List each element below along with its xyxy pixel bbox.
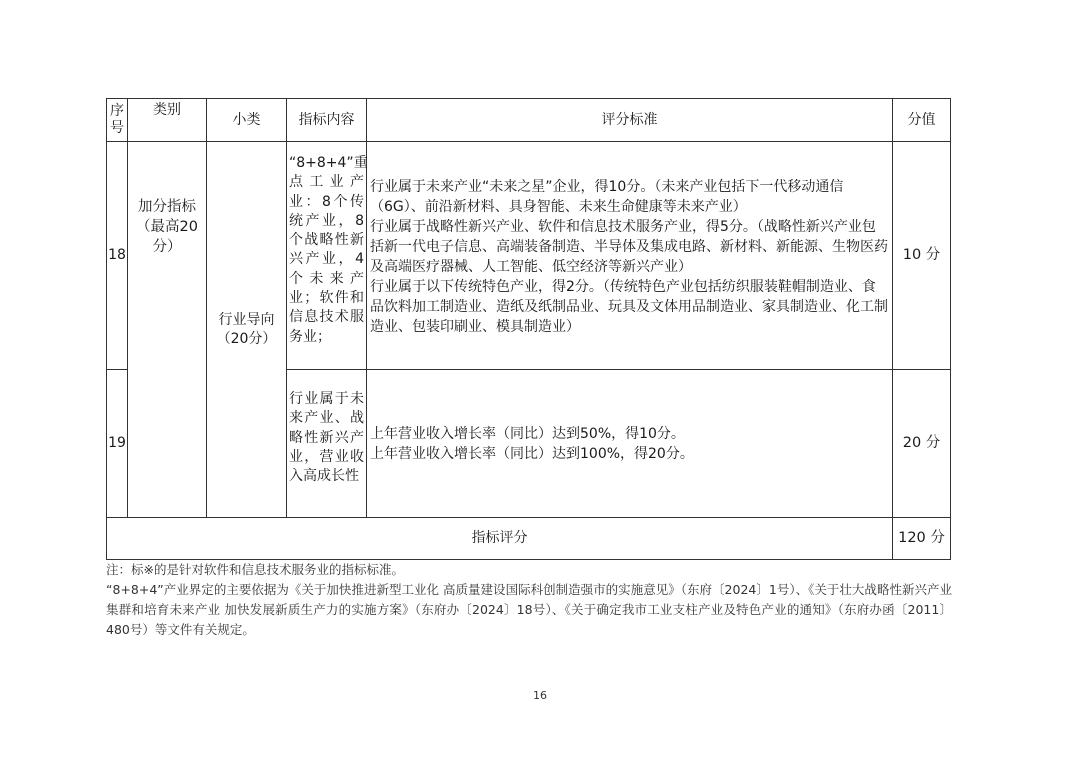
row-category: 加分指标（最高20分） — [128, 142, 207, 518]
criteria-line: 行业属于以下传统特色产业，得2分。（传统特色产业包括纺织服装鞋帽制造业、食品饮料加工制造业、造纸及纸制品业、玩具及文体用品制造业、家具制造业、化工制造业、包装印刷业、模具制造业） — [370, 279, 888, 335]
row-criteria — [367, 142, 893, 370]
row-criteria — [367, 370, 893, 518]
row-seq: 19 — [107, 370, 128, 518]
page-number: 16 — [533, 689, 547, 702]
total-row — [107, 518, 951, 560]
scoring-table — [106, 98, 951, 560]
criteria-line: 行业属于战略性新兴产业、软件和信息技术服务产业，得5分。（战略性新兴产业包括新一代电子信息、高端装备制造、半导体及集成电路、新材料、新能源、生物医药及高端医疗器械、人工智能、低空经济等新兴产业） — [370, 219, 888, 275]
header-criteria: 评分标准 — [367, 99, 893, 142]
table-notes — [106, 560, 952, 640]
table-header-row — [107, 99, 951, 142]
row-score: 10 分 — [893, 142, 951, 370]
header-category: 类别 — [128, 99, 207, 142]
table-row — [107, 142, 951, 370]
header-seq: 序号 — [107, 99, 128, 142]
header-indicator: 指标内容 — [287, 99, 367, 142]
criteria-line: 上年营业收入增长率（同比）达到50%，得10分。 — [370, 425, 685, 442]
total-label: 指标评分 — [107, 518, 893, 560]
criteria-line: 上年营业收入增长率（同比）达到100%，得20分。 — [370, 445, 694, 462]
row-indicator: 行业属于未来产业、战略性新兴产业，营业收入高成长性 — [287, 370, 367, 518]
header-score: 分值 — [893, 99, 951, 142]
row-score: 20 分 — [893, 370, 951, 518]
row-subcategory: 行业导向（20分） — [207, 142, 287, 518]
criteria-line: 行业属于未来产业“未来之星”企业，得10分。（未来产业包括下一代移动通信（6G）、前沿新材料、具身智能、未来生命健康等未来产业） — [370, 179, 844, 215]
header-subcategory: 小类 — [207, 99, 287, 142]
note-line: 注：标※的是针对软件和信息技术服务业的指标标准。 — [106, 562, 404, 577]
row-indicator: “8+8+4”重点工业产业：8个传统产业，8个战略性新兴产业，4个未来产业；软件和信息技术服务业； — [287, 142, 367, 370]
total-score: 120 分 — [893, 518, 951, 560]
note-line: “8+8+4”产业界定的主要依据为《关于加快推进新型工业化 高质量建设国际科创制造强市的实施意见》（东府〔2024〕1号）、《关于壮大战略性新兴产业集群和培育未来产业 加快发展新质生产力的实施方案》（东府办〔2024〕18号）、《关于确定我市工业支柱产业及特色产业的通知》（东府办函〔2011〕480号）等文件有关规定。 — [106, 582, 952, 637]
row-seq: 18 — [107, 142, 128, 370]
